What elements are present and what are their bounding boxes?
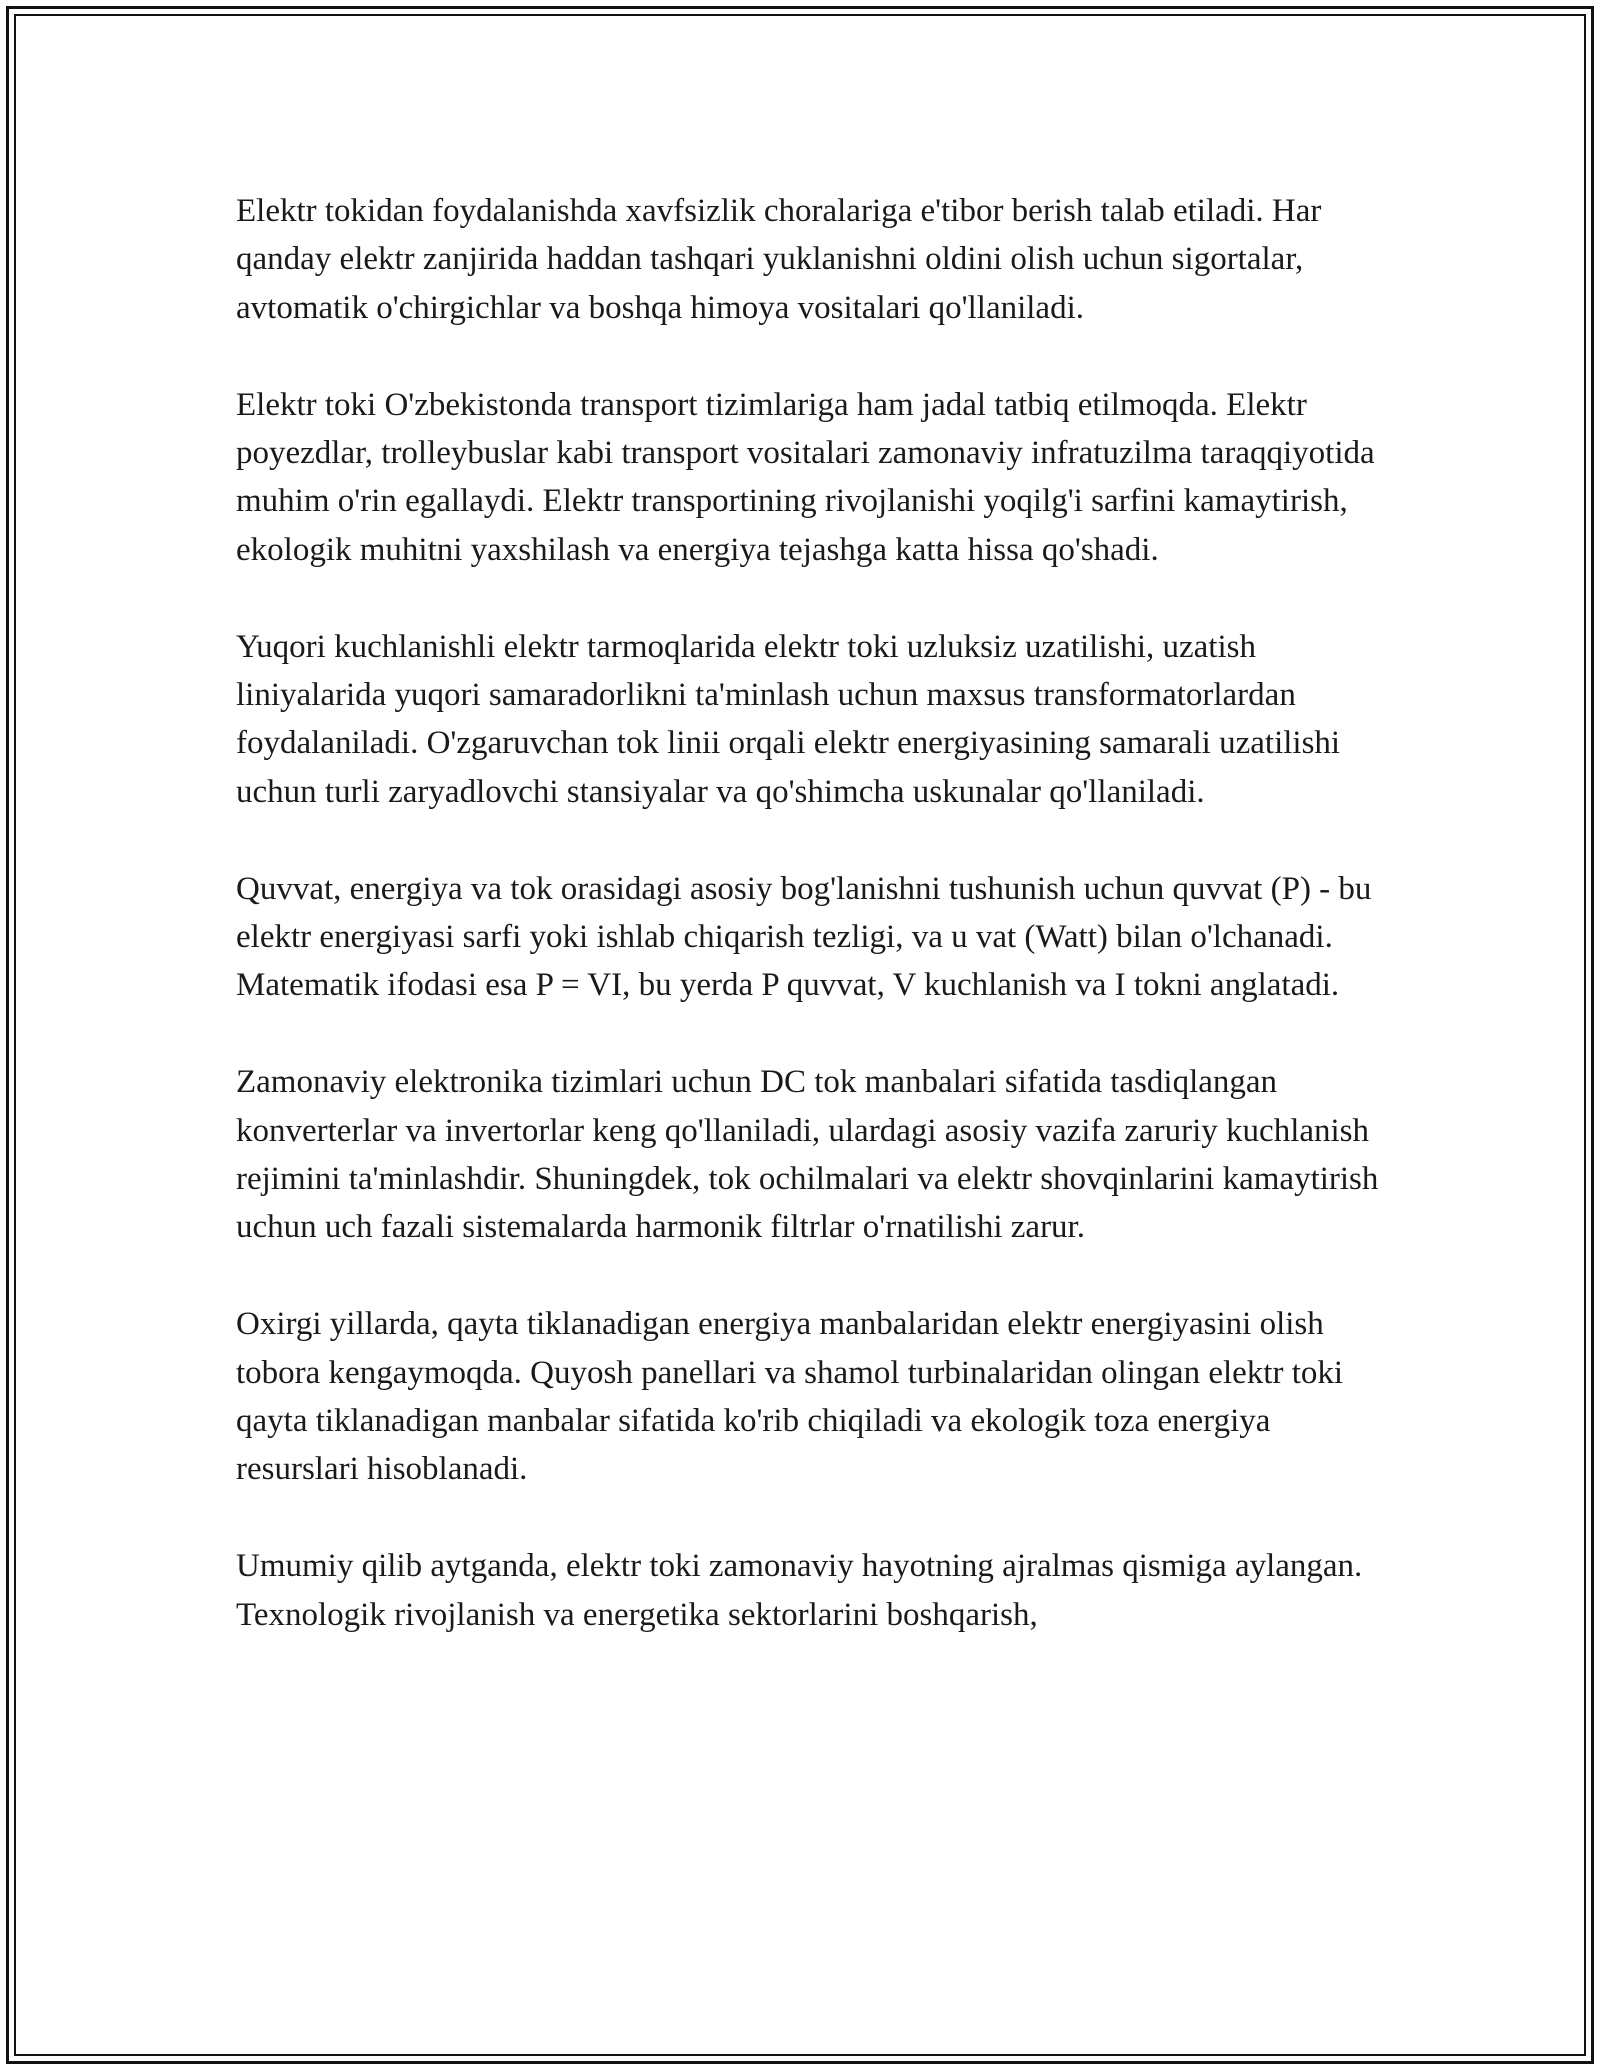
paragraph-high-voltage: Yuqori kuchlanishli elektr tarmoqlarida elektr toki uzluksiz uzatilishi, uzatish liniyalarida yuqori samaradorlikni ta'minlash uchun maxsus transformatorlardan foydalaniladi. O'zgaruvchan tok linii orqali elektr energiyasining samarali uzatilishi uchun turli zaryadlovchi stansiyalar va qo'shimcha uskunalar qo'llaniladi. xyxy=(236,628,1341,810)
document-body xyxy=(236,187,1388,1687)
paragraph-power-formula: Quvvat, energiya va tok orasidagi asosiy bog'lanishni tushunish uchun quvvat (P) - bu elektr energiyasi sarfi yoki ishlab chiqarish tezligi, va u vat (Watt) bilan o'lchanadi. Matematik ifodasi esa P = VI, bu yerda P quvvat, V kuchlanish va I tokni anglatadi. xyxy=(236,870,1372,1004)
paragraph-conclusion: Umumiy qilib aytganda, elektr toki zamonaviy hayotning ajralmas qismiga aylangan. Texnologik rivojlanish va energetika sektorlarini boshqarish, xyxy=(236,1548,1363,1633)
paragraph-transport: Elektr toki O'zbekistonda transport tizimlariga ham jadal tatbiq etilmoqda. Elektr poyezdlar, trolleybuslar kabi transport vositalari zamonaviy infratuzilma taraqqiyotida muhim o'rin egallaydi. Elektr transportining rivojlanishi yoqilg'i sarfini kamaytirish, ekologik muhitni yaxshilash va energiya tejashga katta hissa qo'shadi. xyxy=(236,386,1375,568)
paragraph-electronics: Zamonaviy elektronika tizimlari uchun DC tok manbalari sifatida tasdiqlangan konverterlar va invertorlar keng qo'llaniladi, ulardagi asosiy vazifa zaruriy kuchlanish rejimini ta'minlashdir. Shuningdek, tok ochilmalari va elektr shovqinlarini kamaytirish uchun uch fazali sistemalarda harmonik filtrlar o'rnatilishi zarur. xyxy=(236,1064,1379,1246)
paragraph-safety: Elektr tokidan foydalanishda xavfsizlik choralariga e'tibor berish talab etiladi. Har qanday elektr zanjirida haddan tashqari yuklanishni oldini olish uchun sigortalar, avtomatik o'chirgichlar va boshqa himoya vositalari qo'llaniladi. xyxy=(236,193,1322,326)
paragraph-renewables: Oxirgi yillarda, qayta tiklanadigan energiya manbalaridan elektr energiyasini olish tobora kengaymoqda. Quyosh panellari va shamol turbinalaridan olingan elektr toki qayta tiklanadigan manbalar sifatida ko'rib chiqiladi va ekologik toza energiya resurslari hisoblanadi. xyxy=(236,1306,1344,1488)
